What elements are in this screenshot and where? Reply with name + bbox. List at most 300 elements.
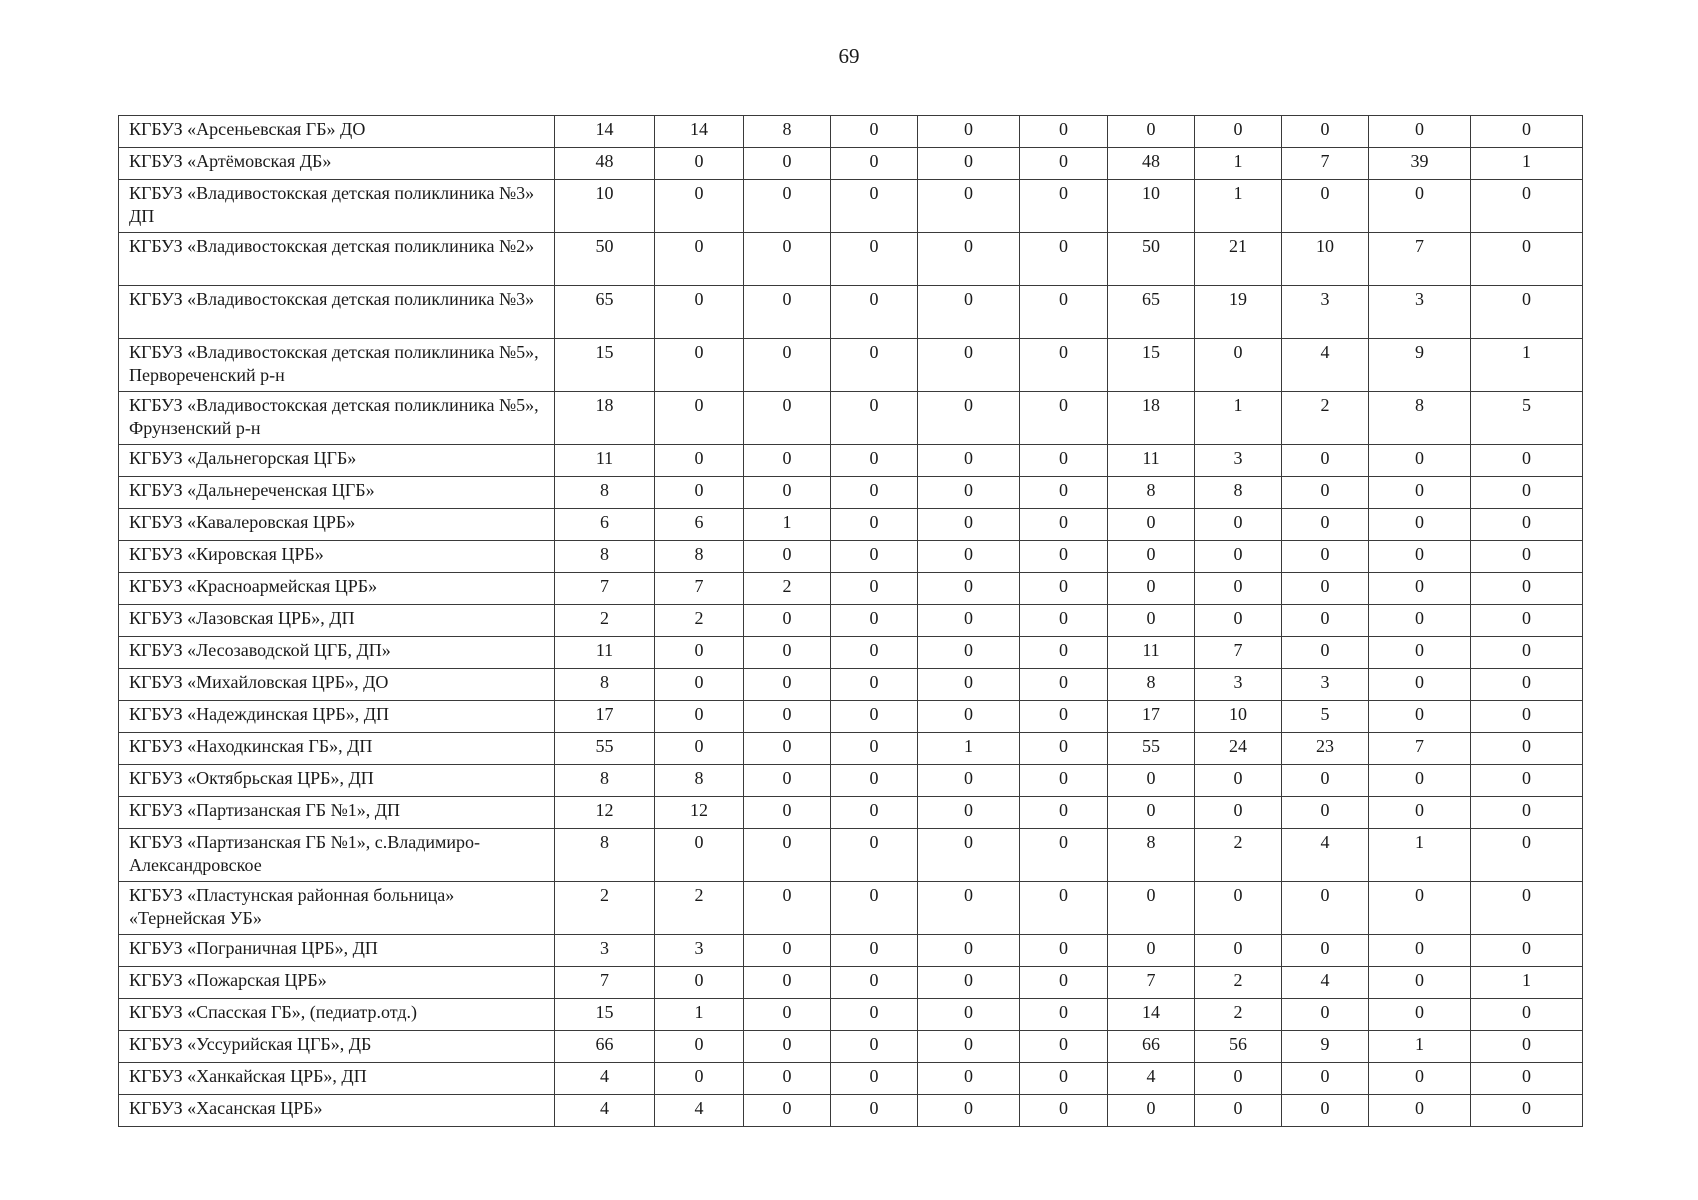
- value-cell: 0: [1282, 116, 1369, 148]
- value-cell: 0: [1369, 116, 1471, 148]
- value-cell: 0: [1471, 829, 1583, 882]
- value-cell: 0: [744, 286, 831, 339]
- value-cell: 1: [1195, 148, 1282, 180]
- value-cell: 0: [918, 935, 1020, 967]
- value-cell: 12: [655, 797, 744, 829]
- value-cell: 0: [831, 882, 918, 935]
- value-cell: 0: [744, 882, 831, 935]
- value-cell: 48: [555, 148, 655, 180]
- value-cell: 0: [1369, 935, 1471, 967]
- value-cell: 0: [1369, 541, 1471, 573]
- value-cell: 0: [1195, 573, 1282, 605]
- table-row: [119, 286, 1583, 339]
- value-cell: 8: [555, 541, 655, 573]
- value-cell: 0: [655, 829, 744, 882]
- value-cell: 0: [1282, 765, 1369, 797]
- value-cell: 0: [1020, 1031, 1108, 1063]
- table-row: [119, 477, 1583, 509]
- institution-name-cell: КГБУЗ «Владивостокская детская поликлиника №2»: [119, 233, 555, 286]
- page-number: 69: [838, 44, 860, 68]
- value-cell: 2: [1195, 999, 1282, 1031]
- value-cell: 0: [655, 392, 744, 445]
- value-cell: 0: [1195, 797, 1282, 829]
- table-row: [119, 765, 1583, 797]
- value-cell: 0: [744, 541, 831, 573]
- value-cell: 0: [1108, 935, 1195, 967]
- value-cell: 8: [1195, 477, 1282, 509]
- value-cell: 15: [555, 999, 655, 1031]
- value-cell: 8: [555, 765, 655, 797]
- value-cell: 0: [655, 1063, 744, 1095]
- value-cell: 0: [918, 286, 1020, 339]
- table-body: [119, 116, 1583, 1127]
- value-cell: 14: [555, 116, 655, 148]
- value-cell: 0: [1020, 445, 1108, 477]
- value-cell: 0: [1195, 1063, 1282, 1095]
- table-row: [119, 637, 1583, 669]
- value-cell: 0: [918, 967, 1020, 999]
- value-cell: 0: [1020, 882, 1108, 935]
- value-cell: 0: [1020, 701, 1108, 733]
- table-row: [119, 605, 1583, 637]
- value-cell: 5: [1282, 701, 1369, 733]
- value-cell: 0: [1471, 999, 1583, 1031]
- value-cell: 7: [1282, 148, 1369, 180]
- table-row: [119, 573, 1583, 605]
- value-cell: 2: [555, 605, 655, 637]
- value-cell: 0: [1471, 509, 1583, 541]
- value-cell: 0: [1020, 637, 1108, 669]
- table-row: [119, 829, 1583, 882]
- value-cell: 48: [1108, 148, 1195, 180]
- value-cell: 0: [1282, 882, 1369, 935]
- value-cell: 11: [555, 445, 655, 477]
- value-cell: 0: [1020, 477, 1108, 509]
- value-cell: 0: [831, 669, 918, 701]
- value-cell: 0: [1020, 392, 1108, 445]
- value-cell: 0: [831, 116, 918, 148]
- value-cell: 14: [655, 116, 744, 148]
- value-cell: 0: [831, 233, 918, 286]
- value-cell: 1: [918, 733, 1020, 765]
- value-cell: 7: [1369, 733, 1471, 765]
- value-cell: 4: [1108, 1063, 1195, 1095]
- value-cell: 8: [1369, 392, 1471, 445]
- institution-name-cell: КГБУЗ «Спасская ГБ», (педиатр.отд.): [119, 999, 555, 1031]
- institution-name-cell: КГБУЗ «Пожарская ЦРБ»: [119, 967, 555, 999]
- table-row: [119, 882, 1583, 935]
- value-cell: 0: [1108, 765, 1195, 797]
- table-row: [119, 701, 1583, 733]
- value-cell: 0: [831, 286, 918, 339]
- institution-name-cell: КГБУЗ «Лесозаводской ЦГБ, ДП»: [119, 637, 555, 669]
- value-cell: 18: [1108, 392, 1195, 445]
- value-cell: 0: [1282, 999, 1369, 1031]
- institution-name-cell: КГБУЗ «Артёмовская ДБ»: [119, 148, 555, 180]
- value-cell: 0: [1282, 605, 1369, 637]
- value-cell: 11: [555, 637, 655, 669]
- value-cell: 0: [1471, 233, 1583, 286]
- value-cell: 0: [1369, 637, 1471, 669]
- value-cell: 55: [555, 733, 655, 765]
- value-cell: 0: [1471, 765, 1583, 797]
- value-cell: 1: [1369, 1031, 1471, 1063]
- value-cell: 0: [655, 339, 744, 392]
- value-cell: 66: [555, 1031, 655, 1063]
- value-cell: 0: [1020, 286, 1108, 339]
- value-cell: 0: [1369, 477, 1471, 509]
- value-cell: 0: [831, 967, 918, 999]
- value-cell: 6: [555, 509, 655, 541]
- value-cell: 0: [918, 180, 1020, 233]
- value-cell: 0: [1108, 573, 1195, 605]
- value-cell: 7: [1195, 637, 1282, 669]
- value-cell: 10: [1108, 180, 1195, 233]
- institution-name-cell: КГБУЗ «Ханкайская ЦРБ», ДП: [119, 1063, 555, 1095]
- value-cell: 0: [1108, 605, 1195, 637]
- institution-name-cell: КГБУЗ «Октябрьская ЦРБ», ДП: [119, 765, 555, 797]
- value-cell: 0: [1471, 669, 1583, 701]
- value-cell: 0: [1369, 882, 1471, 935]
- institution-name-cell: КГБУЗ «Михайловская ЦРБ», ДО: [119, 669, 555, 701]
- value-cell: 15: [555, 339, 655, 392]
- value-cell: 2: [744, 573, 831, 605]
- value-cell: 0: [831, 797, 918, 829]
- value-cell: 0: [831, 999, 918, 1031]
- table-row: [119, 1095, 1583, 1127]
- value-cell: 0: [1471, 935, 1583, 967]
- value-cell: 0: [1471, 637, 1583, 669]
- table-row: [119, 233, 1583, 286]
- value-cell: 0: [1020, 999, 1108, 1031]
- institution-name-cell: КГБУЗ «Пограничная ЦРБ», ДП: [119, 935, 555, 967]
- value-cell: 11: [1108, 445, 1195, 477]
- table-row: [119, 180, 1583, 233]
- table-row: [119, 339, 1583, 392]
- value-cell: 0: [831, 477, 918, 509]
- table-row: [119, 733, 1583, 765]
- value-cell: 0: [918, 339, 1020, 392]
- value-cell: 2: [655, 605, 744, 637]
- value-cell: 0: [831, 605, 918, 637]
- value-cell: 0: [1020, 605, 1108, 637]
- value-cell: 4: [555, 1095, 655, 1127]
- value-cell: 0: [918, 829, 1020, 882]
- value-cell: 0: [655, 701, 744, 733]
- value-cell: 0: [831, 935, 918, 967]
- value-cell: 0: [831, 1095, 918, 1127]
- value-cell: 0: [744, 1031, 831, 1063]
- institution-name-cell: КГБУЗ «Надеждинская ЦРБ», ДП: [119, 701, 555, 733]
- value-cell: 55: [1108, 733, 1195, 765]
- value-cell: 0: [744, 477, 831, 509]
- value-cell: 0: [831, 637, 918, 669]
- value-cell: 0: [744, 797, 831, 829]
- table-row: [119, 935, 1583, 967]
- value-cell: 0: [1020, 116, 1108, 148]
- value-cell: 9: [1282, 1031, 1369, 1063]
- institution-name-cell: КГБУЗ «Владивостокская детская поликлиника №5», Первореченский р-н: [119, 339, 555, 392]
- value-cell: 0: [1282, 445, 1369, 477]
- value-cell: 0: [1471, 116, 1583, 148]
- value-cell: 0: [744, 829, 831, 882]
- value-cell: 0: [744, 765, 831, 797]
- value-cell: 0: [1020, 669, 1108, 701]
- value-cell: 0: [744, 339, 831, 392]
- value-cell: 0: [655, 669, 744, 701]
- institution-name-cell: КГБУЗ «Дальнегорская ЦГБ»: [119, 445, 555, 477]
- value-cell: 0: [1369, 669, 1471, 701]
- value-cell: 0: [1369, 445, 1471, 477]
- value-cell: 14: [1108, 999, 1195, 1031]
- value-cell: 2: [1195, 829, 1282, 882]
- value-cell: 1: [1195, 180, 1282, 233]
- value-cell: 0: [1471, 1031, 1583, 1063]
- value-cell: 0: [744, 1063, 831, 1095]
- value-cell: 8: [555, 669, 655, 701]
- value-cell: 0: [918, 573, 1020, 605]
- value-cell: 0: [655, 148, 744, 180]
- institution-name-cell: КГБУЗ «Владивостокская детская поликлиника №3» ДП: [119, 180, 555, 233]
- institution-name-cell: КГБУЗ «Партизанская ГБ №1», с.Владимиро-Александровское: [119, 829, 555, 882]
- value-cell: 8: [1108, 829, 1195, 882]
- value-cell: 0: [918, 882, 1020, 935]
- value-cell: 0: [918, 477, 1020, 509]
- table-row: [119, 1063, 1583, 1095]
- value-cell: 0: [831, 733, 918, 765]
- value-cell: 0: [1369, 509, 1471, 541]
- value-cell: 15: [1108, 339, 1195, 392]
- value-cell: 0: [1195, 1095, 1282, 1127]
- value-cell: 0: [655, 233, 744, 286]
- value-cell: 0: [1020, 180, 1108, 233]
- table-row: [119, 669, 1583, 701]
- value-cell: 0: [744, 445, 831, 477]
- institution-name-cell: КГБУЗ «Владивостокская детская поликлиника №3»: [119, 286, 555, 339]
- value-cell: 0: [831, 180, 918, 233]
- value-cell: 0: [655, 637, 744, 669]
- value-cell: 4: [555, 1063, 655, 1095]
- value-cell: 0: [1020, 797, 1108, 829]
- table-row: [119, 999, 1583, 1031]
- value-cell: 0: [918, 392, 1020, 445]
- value-cell: 0: [744, 669, 831, 701]
- value-cell: 4: [655, 1095, 744, 1127]
- value-cell: 0: [1471, 541, 1583, 573]
- value-cell: 0: [918, 445, 1020, 477]
- value-cell: 0: [1020, 1095, 1108, 1127]
- table-row: [119, 445, 1583, 477]
- value-cell: 3: [1282, 286, 1369, 339]
- value-cell: 0: [1282, 1063, 1369, 1095]
- value-cell: 12: [555, 797, 655, 829]
- value-cell: 11: [1108, 637, 1195, 669]
- value-cell: 7: [555, 573, 655, 605]
- value-cell: 0: [831, 765, 918, 797]
- value-cell: 7: [655, 573, 744, 605]
- value-cell: 0: [831, 148, 918, 180]
- value-cell: 0: [744, 233, 831, 286]
- value-cell: 1: [1195, 392, 1282, 445]
- value-cell: 23: [1282, 733, 1369, 765]
- value-cell: 65: [555, 286, 655, 339]
- value-cell: 4: [1282, 829, 1369, 882]
- value-cell: 0: [831, 509, 918, 541]
- value-cell: 0: [1471, 1095, 1583, 1127]
- value-cell: 0: [1282, 637, 1369, 669]
- institution-name-cell: КГБУЗ «Партизанская ГБ №1», ДП: [119, 797, 555, 829]
- value-cell: 0: [918, 701, 1020, 733]
- value-cell: 56: [1195, 1031, 1282, 1063]
- value-cell: 0: [655, 180, 744, 233]
- institution-name-cell: КГБУЗ «Находкинская ГБ», ДП: [119, 733, 555, 765]
- value-cell: 0: [1108, 1095, 1195, 1127]
- value-cell: 0: [918, 541, 1020, 573]
- value-cell: 7: [1369, 233, 1471, 286]
- value-cell: 8: [555, 829, 655, 882]
- value-cell: 0: [831, 573, 918, 605]
- value-cell: 0: [744, 392, 831, 445]
- value-cell: 0: [1282, 797, 1369, 829]
- value-cell: 0: [1369, 1063, 1471, 1095]
- value-cell: 0: [1369, 1095, 1471, 1127]
- value-cell: 4: [1282, 967, 1369, 999]
- institution-name-cell: КГБУЗ «Владивостокская детская поликлиника №5», Фрунзенский р-н: [119, 392, 555, 445]
- value-cell: 8: [655, 541, 744, 573]
- value-cell: 0: [1471, 882, 1583, 935]
- value-cell: 3: [655, 935, 744, 967]
- value-cell: 1: [744, 509, 831, 541]
- value-cell: 0: [1471, 477, 1583, 509]
- value-cell: 3: [1195, 445, 1282, 477]
- value-cell: 0: [1108, 882, 1195, 935]
- value-cell: 0: [1195, 116, 1282, 148]
- value-cell: 0: [1195, 541, 1282, 573]
- value-cell: 0: [831, 1063, 918, 1095]
- value-cell: 0: [744, 637, 831, 669]
- value-cell: 0: [918, 797, 1020, 829]
- value-cell: 0: [1195, 935, 1282, 967]
- value-cell: 0: [1369, 797, 1471, 829]
- table-row: [119, 541, 1583, 573]
- value-cell: 0: [1471, 605, 1583, 637]
- value-cell: 0: [655, 445, 744, 477]
- value-cell: 0: [918, 233, 1020, 286]
- value-cell: 0: [1369, 573, 1471, 605]
- value-cell: 0: [1282, 1095, 1369, 1127]
- value-cell: 10: [1282, 233, 1369, 286]
- value-cell: 0: [831, 339, 918, 392]
- value-cell: 0: [1471, 573, 1583, 605]
- table-row: [119, 797, 1583, 829]
- value-cell: 3: [555, 935, 655, 967]
- value-cell: 0: [1020, 829, 1108, 882]
- value-cell: 0: [918, 116, 1020, 148]
- value-cell: 0: [1369, 180, 1471, 233]
- value-cell: 2: [555, 882, 655, 935]
- value-cell: 0: [655, 967, 744, 999]
- value-cell: 0: [918, 1063, 1020, 1095]
- value-cell: 0: [1020, 148, 1108, 180]
- value-cell: 0: [1195, 765, 1282, 797]
- value-cell: 1: [1471, 339, 1583, 392]
- value-cell: 0: [918, 509, 1020, 541]
- value-cell: 0: [918, 605, 1020, 637]
- institution-name-cell: КГБУЗ «Уссурийская ЦГБ», ДБ: [119, 1031, 555, 1063]
- value-cell: 0: [1369, 605, 1471, 637]
- value-cell: 39: [1369, 148, 1471, 180]
- value-cell: 0: [1369, 765, 1471, 797]
- institution-name-cell: КГБУЗ «Красноармейская ЦРБ»: [119, 573, 555, 605]
- value-cell: 0: [1020, 967, 1108, 999]
- institution-name-cell: КГБУЗ «Дальнереченская ЦГБ»: [119, 477, 555, 509]
- value-cell: 18: [555, 392, 655, 445]
- value-cell: 2: [1195, 967, 1282, 999]
- value-cell: 0: [1282, 477, 1369, 509]
- value-cell: 0: [1020, 765, 1108, 797]
- institution-name-cell: КГБУЗ «Лазовская ЦРБ», ДП: [119, 605, 555, 637]
- institution-name-cell: КГБУЗ «Кировская ЦРБ»: [119, 541, 555, 573]
- value-cell: 0: [744, 999, 831, 1031]
- value-cell: 0: [1020, 573, 1108, 605]
- value-cell: 0: [918, 669, 1020, 701]
- value-cell: 4: [1282, 339, 1369, 392]
- value-cell: 0: [1369, 967, 1471, 999]
- value-cell: 0: [1282, 541, 1369, 573]
- value-cell: 0: [744, 701, 831, 733]
- value-cell: 0: [1020, 1063, 1108, 1095]
- value-cell: 21: [1195, 233, 1282, 286]
- value-cell: 50: [1108, 233, 1195, 286]
- value-cell: 0: [1282, 573, 1369, 605]
- value-cell: 0: [1471, 286, 1583, 339]
- value-cell: 17: [555, 701, 655, 733]
- table-row: [119, 392, 1583, 445]
- value-cell: 2: [655, 882, 744, 935]
- value-cell: 0: [1020, 339, 1108, 392]
- value-cell: 3: [1195, 669, 1282, 701]
- value-cell: 0: [918, 637, 1020, 669]
- value-cell: 0: [1020, 233, 1108, 286]
- value-cell: 0: [918, 765, 1020, 797]
- value-cell: 24: [1195, 733, 1282, 765]
- value-cell: 0: [1471, 733, 1583, 765]
- value-cell: 0: [744, 733, 831, 765]
- institution-name-cell: КГБУЗ «Хасанская ЦРБ»: [119, 1095, 555, 1127]
- value-cell: 0: [1108, 509, 1195, 541]
- institution-name-cell: КГБУЗ «Кавалеровская ЦРБ»: [119, 509, 555, 541]
- value-cell: 0: [1369, 701, 1471, 733]
- value-cell: 0: [1195, 509, 1282, 541]
- value-cell: 0: [831, 829, 918, 882]
- value-cell: 8: [1108, 477, 1195, 509]
- value-cell: 0: [1471, 1063, 1583, 1095]
- value-cell: 0: [1471, 797, 1583, 829]
- value-cell: 1: [1369, 829, 1471, 882]
- value-cell: 6: [655, 509, 744, 541]
- value-cell: 0: [918, 1031, 1020, 1063]
- table-row: [119, 967, 1583, 999]
- value-cell: 0: [744, 935, 831, 967]
- value-cell: 0: [831, 1031, 918, 1063]
- value-cell: 0: [744, 967, 831, 999]
- value-cell: 0: [655, 477, 744, 509]
- data-table: [118, 115, 1583, 1127]
- value-cell: 0: [1108, 797, 1195, 829]
- value-cell: 8: [655, 765, 744, 797]
- value-cell: 8: [1108, 669, 1195, 701]
- value-cell: 0: [1020, 733, 1108, 765]
